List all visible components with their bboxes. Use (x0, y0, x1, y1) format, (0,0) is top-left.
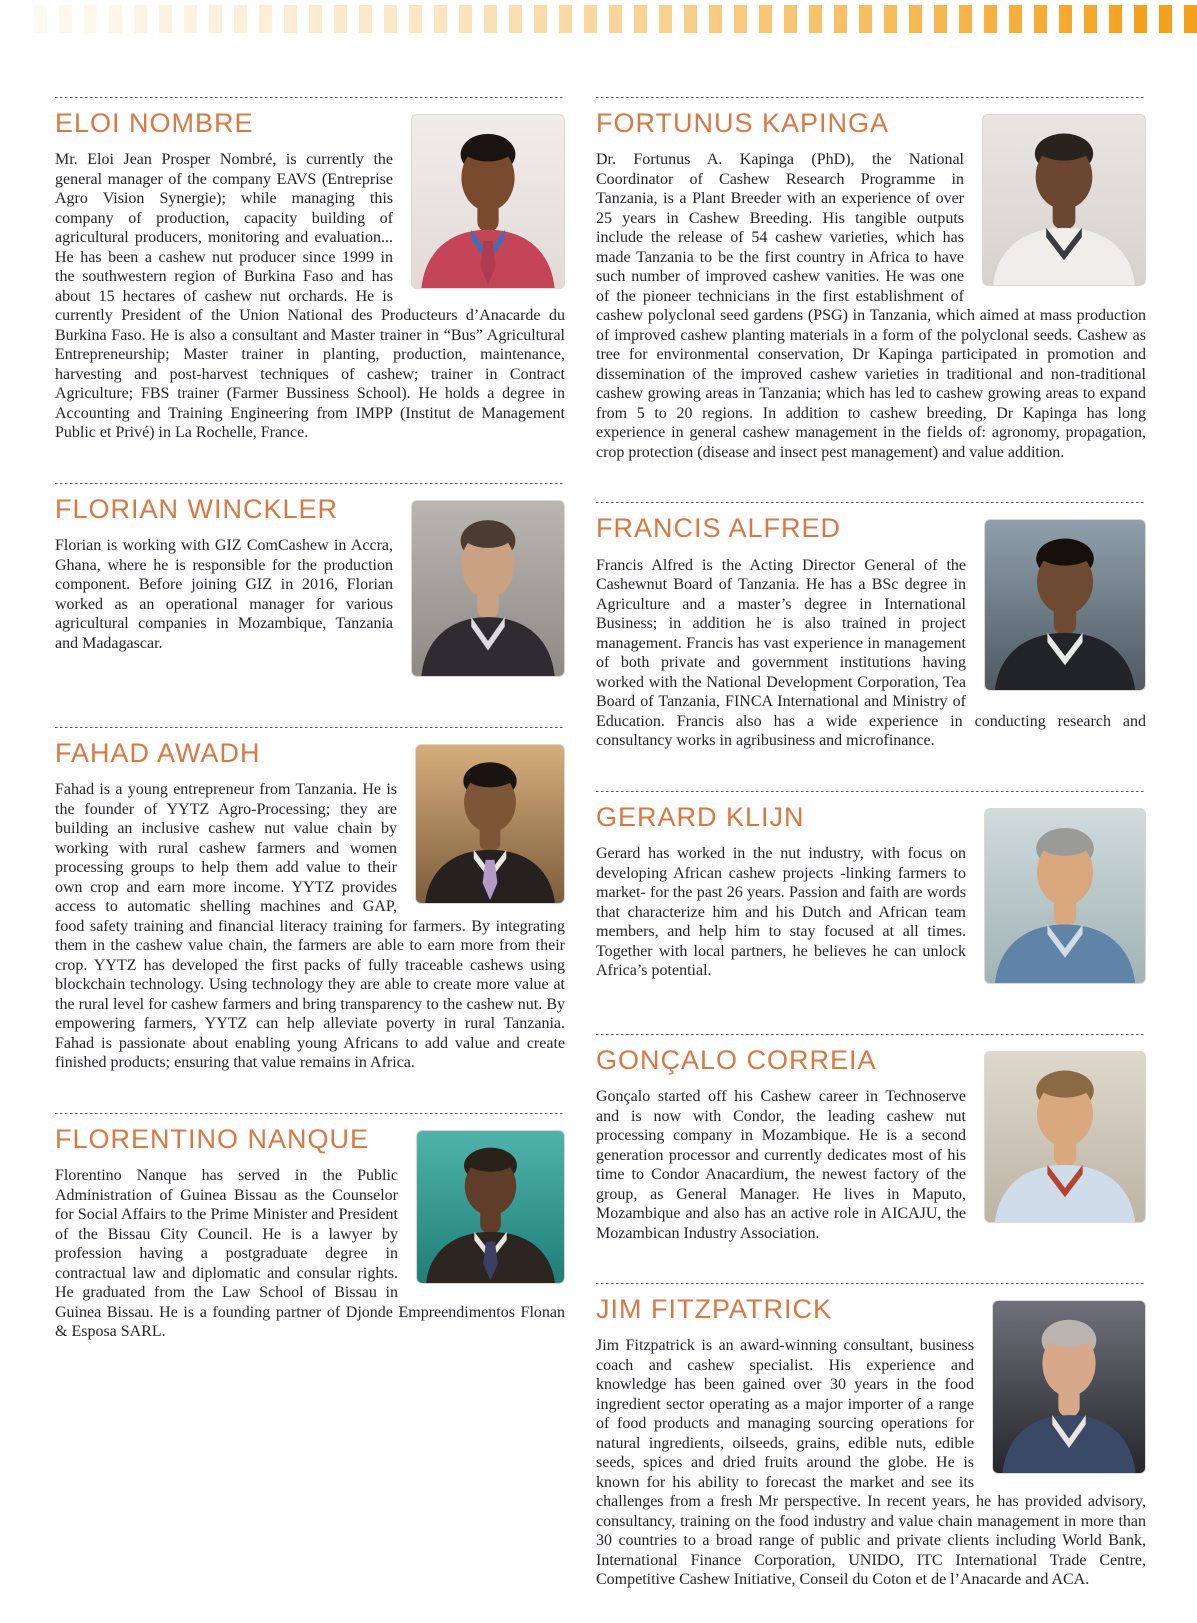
person-silhouette-icon (985, 520, 1145, 690)
person-name: FRANCIS ALFRED (596, 513, 842, 544)
person-bio: Dr. Fortunus A. Kapinga (PhD), the National Coordinator of Cashew Research Programme in Tanzania, is a Plant Breeder with an experience of over 25 years in Cashew Breeding. His tangible outputs include the release of 54 cashew varieties, which has made Tanzania to be the first country in Africa to have such number of improved cashew vanities. He was one of the pioneer technicians in the first establishment of cashew polyclonal seed gardens (PSG) in Tanzania, which aimed at mass production of improved cashew planting materials in a form of the polyclonal seeds. Cashew as tree for environmental conservation, Dr Kapinga participated in promotion and dissemination of the improved cashew varieties in traditional and non-traditional cashew growing areas in Tanzania; which has led to cashew growing areas to expand from 5 to 20 regions. In addition to cashew breeding, Dr Kapinga has long experience in general cashew management in the fields of: agronomy, propagation, crop protection (disease and insect pest management) and value addition. (596, 151, 1146, 461)
person-bio: Florian is working with GIZ ComCashew in Accra, Ghana, where he is responsible for the production component. Before joining GIZ in 2016, Florian worked as an operational manager for various agricultural companies in Mozambique, Tanzania and Madagascar. (55, 537, 393, 652)
section-divider (596, 791, 1146, 793)
person-silhouette-icon (417, 1131, 564, 1283)
portrait-photo (984, 519, 1146, 691)
person-bio: Francis Alfred is the Acting Director General of the Cashewnut Board of Tanzania. He has a BSc degree in Agriculture and a master’s degree in International Business; in addition he is also trained in project management. Francis has vast experience in management of both private and government institutions having worked with the National Development Corporation, Tea Board of Tanzania, FINCA International and Ministry of Education. Francis also has a wide experience in conducting research and consultancy works in agribusiness and microfinance. (596, 556, 1146, 750)
right-column (596, 97, 1146, 1590)
bio-section-fortunus-kapinga (596, 97, 1146, 462)
portrait-photo (982, 114, 1146, 286)
section-divider (55, 727, 565, 729)
person-silhouette-icon (983, 115, 1145, 285)
portrait-photo (411, 500, 565, 677)
section-divider (596, 97, 1146, 99)
section-divider (55, 97, 565, 99)
left-column (55, 97, 565, 1342)
portrait-photo (411, 114, 565, 289)
section-divider (55, 1113, 565, 1115)
person-silhouette-icon (416, 745, 564, 903)
person-bio: Jim Fitzpatrick is an award-winning consultant, business coach and cashew specialist. His experience and knowledge has been gained over 30 years in the food ingredient sector operating as a major importer of a range of food products and managing sourcing operations for natural ingredients, oilseeds, grains, edible nuts, edible seeds, spices and dried fruits around the globe. He is known for his ability to forecast the market and see its challenges from a fresh Mr perspective. In recent years, he has provided advisory, consultancy, training on the food industry and value chain management in more than 30 countries to a broad range of public and private clients including World Bank, International Finance Corporation, UNIDO, ITC International Trade Centre, Competitive Cashew Initiative, Conseil du Coton et de l’Anacarde and ACA. (596, 1337, 1146, 1589)
person-silhouette-icon (412, 115, 564, 288)
bio-section-francis-alfred (596, 502, 1146, 750)
person-silhouette-icon (985, 809, 1145, 983)
person-bio: Gonçalo started off his Cashew career in Technoserve and is now with Condor, the leading cashew nut processing company in Mozambique. He is a second generation processor and currently dedicates most of his time to Condor Anacardium, the newest factory of the group, as General Manager. He lives in Maputo, Mozambique and also has an active role in AICAJU, the Mozambican Industry Association. (596, 1088, 966, 1242)
person-silhouette-icon (412, 501, 564, 676)
section-divider (596, 1034, 1146, 1036)
person-name: GERARD KLIJN (596, 801, 805, 832)
two-column-layout (55, 97, 1146, 1590)
header-stripe-decoration (34, 5, 1197, 33)
section-divider (55, 483, 565, 485)
person-name: FLORIAN WINCKLER (55, 493, 339, 524)
bio-section-goncalo-correia (596, 1034, 1146, 1243)
person-bio: Mr. Eloi Jean Prosper Nombré, is currently the general manager of the company EAVS (Entreprise Agro Vision Synergie); while managing this company of production, capacity building of agricultural producers, monitoring and evaluation... He has been a cashew nut producer since 1999 in the southwestern region of Burkina Faso and has about 15 hectares of cashew nut orchards. He is currently President of the Union National des Producteurs d’Anacarde du Burkina Faso. He is also a consultant and Master trainer in “Bus” Agricultural Entrepreneurship; Master trainer in planting, production, maintenance, harvesting and post-harvest techniques of cashew; trainer in Contract Agriculture; FBS trainer (Farmer Bussiness School). He holds a degree in Accounting and Training Engineering from IMPP (Institut de Management Public et Privé) in La Rochelle, France. (55, 151, 565, 442)
portrait-photo (992, 1300, 1146, 1474)
person-name: FORTUNUS KAPINGA (596, 108, 890, 138)
person-name: ELOI NOMBRE (55, 108, 254, 138)
bio-section-gerard-klijn (596, 791, 1146, 994)
portrait-photo (984, 808, 1146, 984)
person-name: JIM FITZPATRICK (596, 1294, 832, 1325)
person-silhouette-icon (993, 1301, 1145, 1473)
portrait-photo (416, 1130, 565, 1284)
person-bio: Florentino Nanque has served in the Public Administration of Guinea Bissau as the Counselor for Social Affairs to the Prime Minister and President of the Bissau City Council. He is a lawyer by profession having a postgraduate degree in contractual law and diplomatic and consular rights. He graduated from the Law School of Bissau in Guinea Bissau. He is a founding partner of Djonde Empreendimentos Flonan & Esposa SARL. (55, 1167, 565, 1341)
bio-section-eloi-nombre (55, 97, 565, 443)
bio-section-jim-fitzpatrick (596, 1283, 1146, 1590)
bio-section-fahad-awadh (55, 727, 565, 1073)
person-name: FLORENTINO NANQUE (55, 1123, 370, 1154)
section-divider (596, 502, 1146, 504)
section-divider (596, 1283, 1146, 1285)
person-name: FAHAD AWADH (55, 737, 261, 768)
bio-section-florentino-nanque (55, 1113, 565, 1342)
person-bio: Fahad is a young entrepreneur from Tanzania. He is the founder of YYTZ Agro-Processing; they are building an inclusive cashew nut value chain by working with rural cashew farmers and women processing groups to help them add value to their own crop and earn more income. YYTZ provides access to automatic shelling machines and GAP, food safety training and financial literacy training for farmers. By integrating them in the cashew value chain, the farmers are able to earn more from their crop. YYTZ has developed the first packs of fully traceable cashews using blockchain technology. Using technology they are able to create more value at the rural level for cashew farmers and bring transparency to the cashew nut. By empowering farmers, YYTZ can help alleviate poverty in rural Tanzania. Fahad is passionate about enabling young Africans to add value and create finished products; ensuring that value remains in Africa. (55, 781, 565, 1072)
person-silhouette-icon (985, 1052, 1145, 1222)
portrait-photo (984, 1051, 1146, 1223)
person-name: GONÇALO CORREIA (596, 1044, 877, 1075)
person-bio: Gerard has worked in the nut industry, with focus on developing African cashew projects -linking farmers to market- for the past 26 years. Passion and faith are words that characterize him and his Dutch and African team members, and help him to stay focused at all times. Together with local partners, he believes he can unlock Africa’s potential. (596, 845, 966, 980)
bio-section-florian-winckler (55, 483, 565, 687)
portrait-photo (415, 744, 565, 904)
